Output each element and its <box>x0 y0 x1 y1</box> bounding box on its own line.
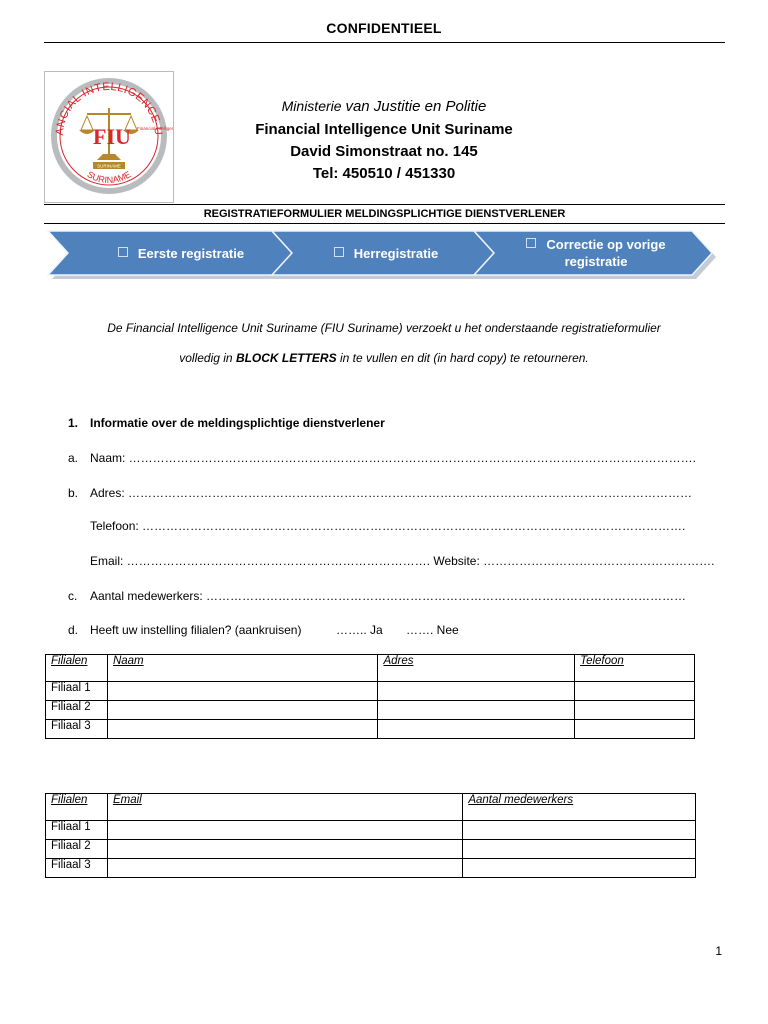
step-correctie-label-2: registratie <box>564 254 628 269</box>
table-header-row <box>46 794 696 821</box>
field-adres-label[interactable]: Adres: …………………………………………………………………………………………………………………………… <box>90 486 693 500</box>
section-number: 1. <box>68 416 79 430</box>
top-divider <box>44 42 725 43</box>
ministry-name: van Justitie en Politie <box>345 98 487 115</box>
adres-cell[interactable] <box>378 682 575 701</box>
logo-ring-bottom: SURINAME <box>85 169 133 185</box>
item-letter: c. <box>68 589 78 603</box>
field-telefoon-label[interactable]: Telefoon: ………………………………………………………………………………………………………………………. <box>90 519 686 533</box>
table-row <box>46 720 695 739</box>
title-top-rule <box>44 204 725 205</box>
section-title: Informatie over de meldingsplichtige dienstverlener <box>90 416 385 430</box>
checkbox-icon[interactable] <box>118 247 128 257</box>
column-header: Telefoon <box>575 655 695 682</box>
filialen-contact-table <box>45 654 695 739</box>
intro-block-letters: BLOCK LETTERS <box>235 351 337 365</box>
adres-cell[interactable] <box>378 720 575 739</box>
row-label: Filiaal 3 <box>46 720 108 739</box>
field-naam-label[interactable]: Naam: ……………………………………………………………………………………………………………………………. <box>90 451 697 465</box>
row-label: Filiaal 2 <box>46 840 108 859</box>
intro-line-2-pre: volledig in <box>179 351 236 365</box>
naam-cell[interactable] <box>107 682 378 701</box>
table-row <box>46 840 696 859</box>
email-cell[interactable] <box>107 859 462 878</box>
row-label: Filiaal 1 <box>46 682 108 701</box>
medewerkers-cell[interactable] <box>463 840 696 859</box>
option-nee[interactable]: ……. Nee <box>406 623 459 637</box>
logo-ring-text: ANCIAL INTELLIGENCE U <box>53 80 165 136</box>
logo-ribbon-text: SURINAME <box>97 163 121 169</box>
column-header: Email <box>107 794 462 821</box>
option-ja[interactable]: …….. Ja <box>336 623 383 637</box>
step-correctie[interactable] <box>501 236 691 270</box>
telefoon-cell[interactable] <box>575 682 695 701</box>
row-label: Filiaal 2 <box>46 701 108 720</box>
item-letter: d. <box>68 623 79 637</box>
column-header: Naam <box>107 655 378 682</box>
intro-line-1: De Financial Intelligence Unit Suriname (FIU Suriname) verzoekt u het onderstaande registratieformulier <box>107 321 661 335</box>
filialen-question-text: Heeft uw instelling filialen? (aankruisen) <box>90 623 302 637</box>
table-header-row <box>46 655 695 682</box>
medewerkers-cell[interactable] <box>463 821 696 840</box>
row-label: Filiaal 1 <box>46 821 108 840</box>
intro-line-2 <box>0 351 768 365</box>
form-title: REGISTRATIEFORMULIER MELDINGSPLICHTIGE DIENSTVERLENER <box>203 208 566 220</box>
column-header: Aantal medewerkers <box>463 794 696 821</box>
logo-side-text: Financial Intellige <box>137 126 172 131</box>
page-number: 1 <box>715 944 722 958</box>
item-letter: a. <box>68 451 79 465</box>
intro-line-2-post: in te vullen en dit (in hard copy) te retourneren. <box>336 351 589 365</box>
email-cell[interactable] <box>107 821 462 840</box>
medewerkers-cell[interactable] <box>463 859 696 878</box>
field-aantal-label[interactable]: Aantal medewerkers: ………………………………………………………………………………………………………… <box>90 589 687 603</box>
item-letter: b. <box>68 486 79 500</box>
registration-type-steps <box>46 229 716 279</box>
column-header: Adres <box>378 655 575 682</box>
logo-fiu-text: FIU <box>93 124 131 149</box>
ministry-prefix: Ministerie <box>281 98 342 114</box>
org-telephone: Tel: 450510 / 451330 <box>312 165 456 182</box>
telefoon-cell[interactable] <box>575 720 695 739</box>
confidential-label: CONFIDENTIEEL <box>326 20 442 36</box>
step-correctie-label-1: Correctie op vorige <box>546 237 666 252</box>
title-bottom-rule <box>44 223 725 224</box>
table-row <box>46 701 695 720</box>
email-cell[interactable] <box>107 840 462 859</box>
org-name: Financial Intelligence Unit Suriname <box>255 121 513 138</box>
adres-cell[interactable] <box>378 701 575 720</box>
ministry-line <box>0 98 768 115</box>
filialen-email-table <box>45 793 696 878</box>
naam-cell[interactable] <box>107 701 378 720</box>
step-eerste-registratie[interactable] <box>86 245 276 262</box>
telefoon-cell[interactable] <box>575 701 695 720</box>
field-email-label[interactable]: Email: …………………………………………………………………. Website: …………………………………………………. <box>90 554 715 568</box>
column-header: Filialen <box>46 655 108 682</box>
checkbox-icon[interactable] <box>526 238 536 248</box>
naam-cell[interactable] <box>107 720 378 739</box>
table-row <box>46 682 695 701</box>
org-address: David Simonstraat no. 145 <box>290 143 478 160</box>
checkbox-icon[interactable] <box>334 247 344 257</box>
column-header: Filialen <box>46 794 108 821</box>
table-row <box>46 859 696 878</box>
row-label: Filiaal 3 <box>46 859 108 878</box>
step-herregistratie-label: Herregistratie <box>353 246 439 261</box>
step-eerste-registratie-label: Eerste registratie <box>137 246 245 261</box>
step-herregistratie[interactable] <box>296 245 476 262</box>
table-row <box>46 821 696 840</box>
